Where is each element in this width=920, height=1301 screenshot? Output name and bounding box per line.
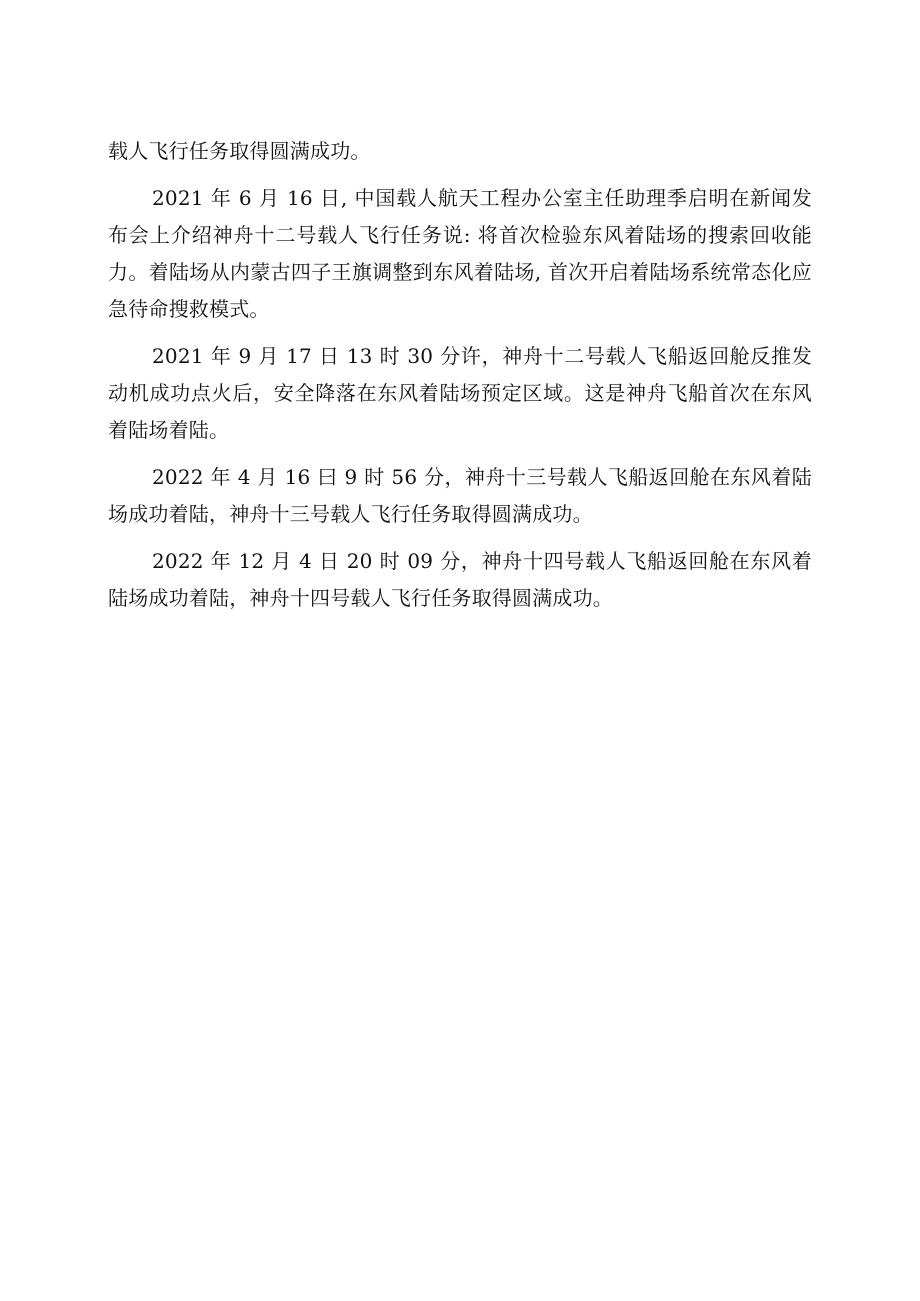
- paragraph-shenzhou-13-landing: 2022 年 4 月 16 曰 9 时 56 分，神舟十三号载人飞船返回舱在东风着陆场成功着陆，神舟十三号载人飞行任务取得圆满成功。: [108, 465, 812, 526]
- paragraph-continuation: 载人飞行任务取得圆满成功。: [108, 139, 371, 163]
- paragraph-shenzhou-12-announcement: 2021 年 6 月 16 日, 中国载人航天工程办公室主任助理季启明在新闻发布会上介绍神舟十二号载人飞行任务说: 将首次检验东风着陆场的搜索回收能力。着陆场从内蒙古四子王旗调整到东风着陆场, 首次开启着陆场系统常态化应急待命搜救模式。: [108, 186, 812, 321]
- paragraph-shenzhou-12-landing: 2021 年 9 月 17 日 13 时 30 分许，神舟十二号载人飞船返回舱反推发动机成功点火后，安全降落在东风着陆场预定区域。这是神舟飞船首次在东风着陆场着陆。: [108, 344, 812, 442]
- document-body: [108, 133, 812, 627]
- paragraph-shenzhou-14-landing: 2022 年 12 月 4 日 20 时 09 分，神舟十四号载人飞船返回舱在东风着陆场成功着陆，神舟十四号载人飞行任务取得圆满成功。: [108, 549, 812, 610]
